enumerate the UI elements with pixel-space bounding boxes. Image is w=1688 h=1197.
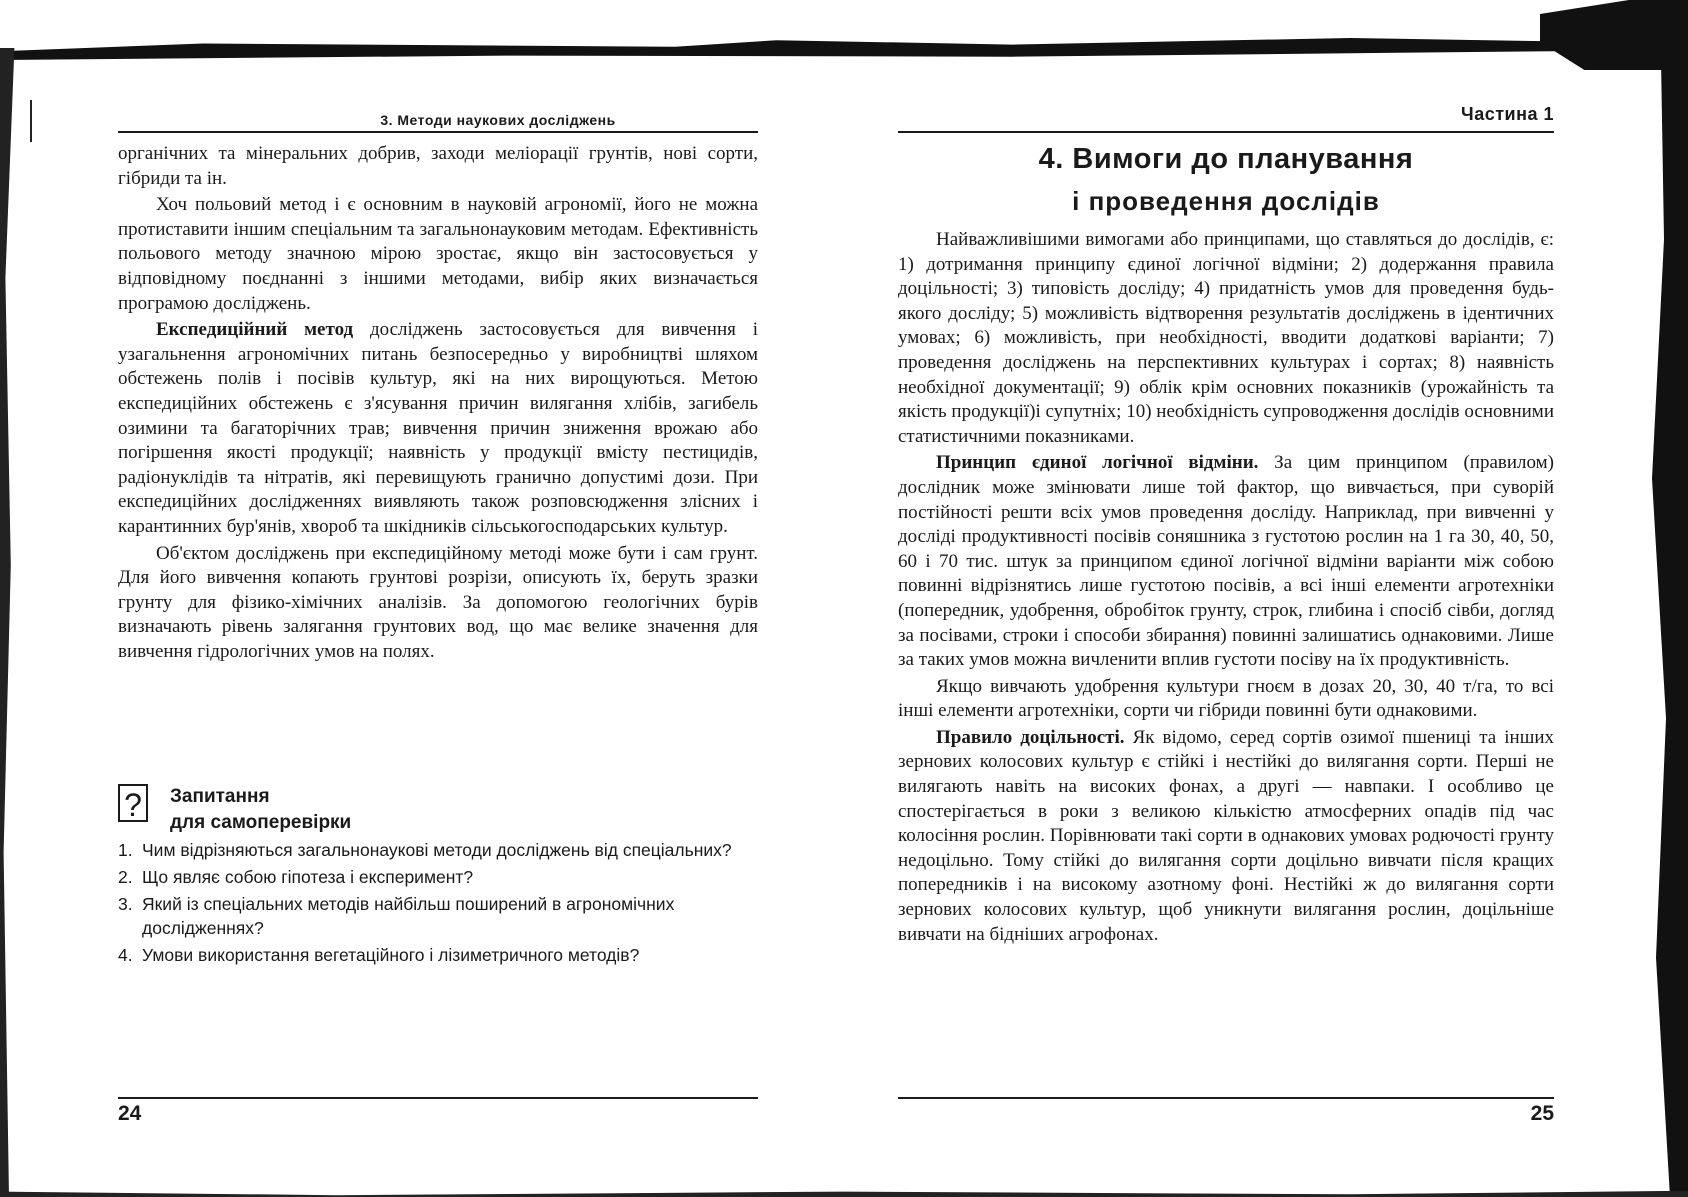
list-item: 1. Чим відрізняються загальнонаукові методи досліджень від спеціальних? bbox=[118, 840, 732, 860]
question-mark-icon: ? bbox=[118, 784, 148, 822]
chapter-title: 4. Вимоги до планування і проведення дослідів bbox=[1038, 143, 1414, 216]
left-body-text bbox=[118, 142, 758, 666]
paragraph: Принцип єдиної логічної відміни. За цим принципом (правилом) дослідник може змінювати лише той фактор, що вивчається, при суворій постійності решти всіх умов проведення досліду. Наприклад, при вивченні у досліді продуктивності посівів соняшника з густотою рослин на 1 га 30, 40, 50, 60 і 70 тис. штук за принципом єдиної логічної відміни варіанти між собою повинні відрізнятись лише густотою посівів, а всі інші елементи агротехніки (попередник, удобрення, обробіток грунту, строк, глибина і спосіб сівби, догляд за посівами, строки і способи збирання) повинні залишатись однаковими. Лише за таких умов можна вичленити вплив густоти посіву на їх продуктивність. bbox=[898, 452, 1554, 671]
questions-list bbox=[118, 838, 758, 970]
scan-mark bbox=[30, 100, 32, 142]
paragraph: Хоч польовий метод і є основним в науковій агрономії, його не можна протиставити іншим спеціальним та загальнонауковим методам. Ефективність польового методу значною мірою зростає, якщо він застосовується у відповідному поєднанні з іншими методами, вибір яких визначається програмою досліджень. bbox=[118, 194, 758, 314]
header-rule bbox=[118, 131, 758, 133]
term-bold: Правило доцільності. bbox=[936, 726, 1125, 748]
scan-edge-bottom bbox=[0, 1188, 1688, 1197]
paragraph: Найважливішими вимогами або принципами, що ставляться до дослідів, є: 1) дотримання принципу єдиної логічної відміни; 2) додержання правила доцільності; 3) типовість досліду; 4) придатність умов для проведення будь-якого досліду; 5) можливість відтворення результатів досліджень в ідентичних умовах; 6) можливість, при необхідності, вводити додаткові варіанти; 7) проведення досліджень на перспективних культурах і сортах; 8) наявність необхідної документації; 9) облік крім основних показників (урожайність та якість продукції)і супутніх; 10) необхідність супроводження дослідів основними статистичними показниками. bbox=[898, 229, 1554, 447]
header-rule bbox=[898, 131, 1554, 133]
running-head: 3. Методи наукових досліджень bbox=[380, 112, 616, 128]
list-item: 2. Що являє собою гіпотеза і експеримент? bbox=[118, 867, 474, 887]
scan-edge-top bbox=[0, 38, 1688, 60]
paragraph: Експедиційний метод досліджень застосовується для вивчення і узагальнення агрономічних питань безпосередньо у виробництві шляхом обстежень полів і посівів культур, які на них вирощуються. Метою експедиційних обстежень є з'ясування причин вилягання хлібів, загибель озимини та багаторічних трав; вивчення причин зниження врожаю або погіршення якості продукції; наявність у продукції вмісту пестицидів, радіонуклідів та нітратів, які перевищують гранично допустимі дози. При експедиційних дослідженнях виявляють також розповсюдження злісних і карантинних бур'янів, хвороб та шкідників сільськогосподарських культур. bbox=[118, 319, 758, 537]
list-item: 4. Умови використання вегетаційного і лізиметричного методів? bbox=[118, 945, 640, 965]
paragraph: органічних та мінеральних добрив, заходи меліорації грунтів, нові сорти, гібриди та ін. bbox=[118, 143, 758, 189]
scan-edge-left bbox=[0, 48, 18, 1197]
questions-title: Запитання для самоперевірки bbox=[170, 786, 352, 833]
paragraph: Об'єктом досліджень при експедиційному методі може бути і сам грунт. Для його вивчення копають грунтові розрізи, описують їх, беруть зразки грунту для фізико-хімічних аналізів. За допомогою геологічних бурів визначають рівень залягання грунтових вод, що має велике значення для вивчення гідрологічних умов на полях. bbox=[118, 542, 758, 662]
page-number: 24 bbox=[118, 1102, 142, 1125]
footer-rule bbox=[118, 1097, 758, 1099]
running-head: Частина 1 bbox=[1461, 104, 1554, 124]
paragraph: Правило доцільності. Як відомо, серед сортів озимої пшениці та інших зернових колосових культур є стійкі і нестійкі до вилягання сорти. Перші не вилягають навіть на високих фонах, а другі — навпаки. І особливо це спостерігається в роки з великою кількістю атмосферних опадів під час колосіння рослин. Порівнювати такі сорти в однакових умовах родючості грунту недоцільно. Тому стійкі до вилягання сорти доцільно вивчати після кращих попередників і на високому азотному фоні. Нестійкі ж до вилягання сорти зернових колосових культур, щоб уникнути вилягання рослин, доцільніше вивчати на бідніших агрофонах. bbox=[898, 726, 1555, 945]
list-item: 3. Який із спеціальних методів найбільш поширений в агрономічних дослідженнях? bbox=[118, 894, 675, 938]
scan-edge-right bbox=[1648, 0, 1688, 1197]
term-bold: Експедиційний метод bbox=[156, 319, 354, 341]
footer-rule bbox=[898, 1097, 1554, 1099]
paragraph: Якщо вивчають удобрення культури гноєм в дозах 20, 30, 40 т/га, то всі інші елементи агротехніки, сорти чи гібриди повинні бути однаковими. bbox=[898, 675, 1554, 722]
right-body-text bbox=[898, 228, 1554, 949]
page-number: 25 bbox=[1530, 1102, 1554, 1125]
term-bold: Принцип єдиної логічної відміни. bbox=[936, 452, 1259, 474]
